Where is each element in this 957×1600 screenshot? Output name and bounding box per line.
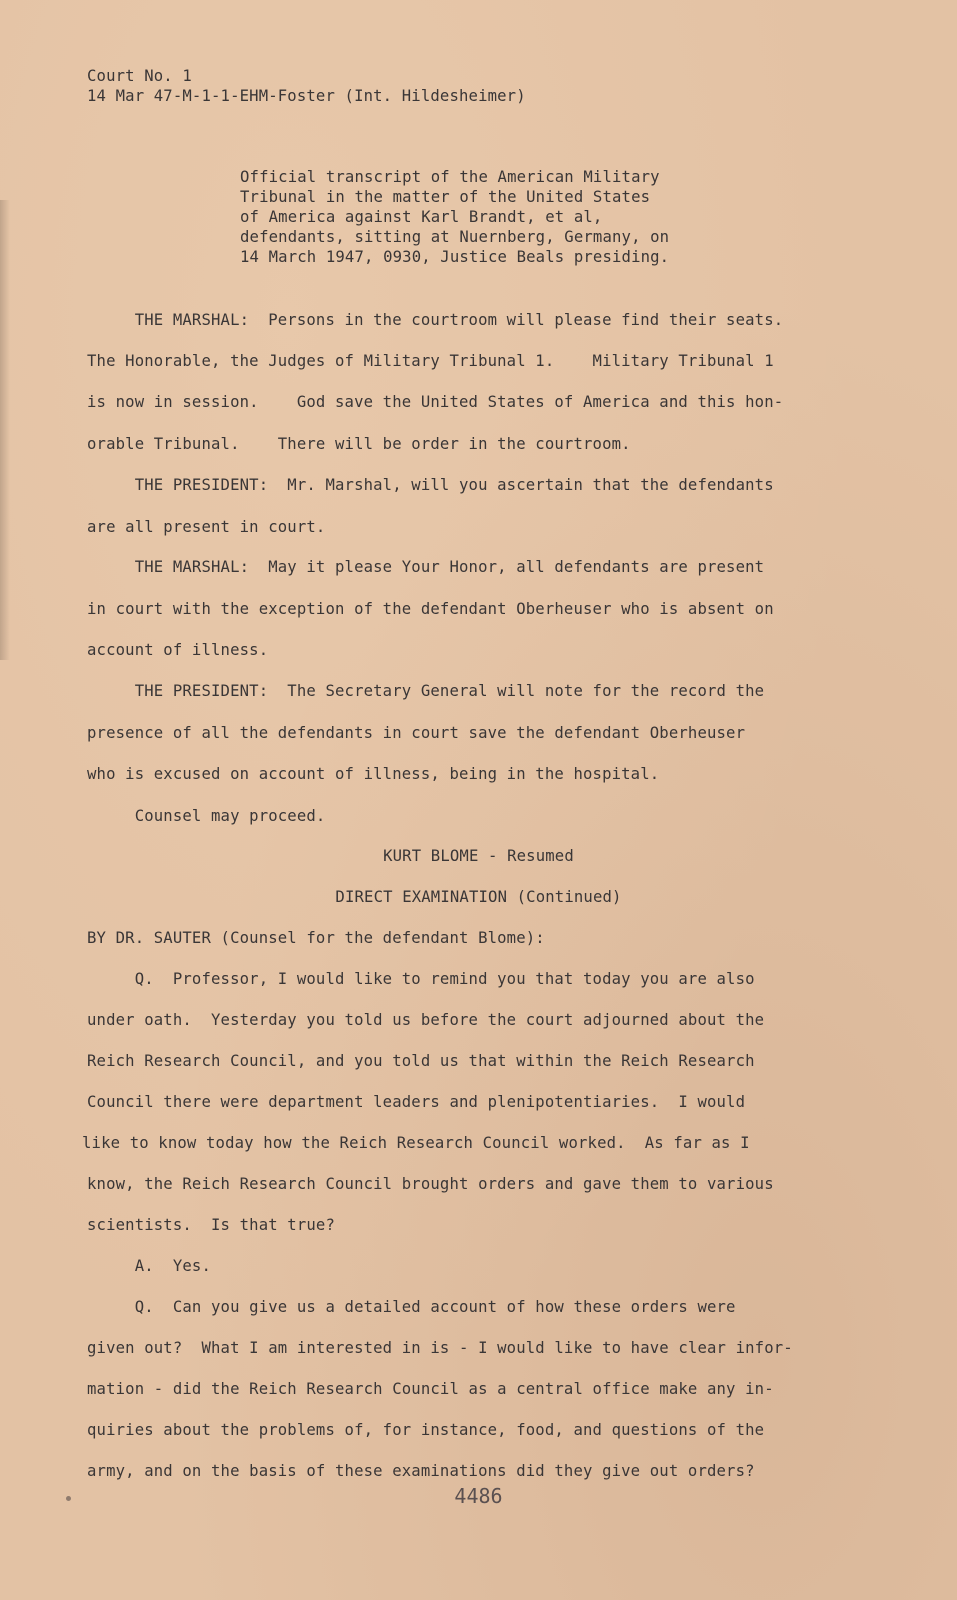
body-line: is now in session. God save the United States of America and this hon- — [87, 393, 784, 411]
body-line: in court with the exception of the defendant Oberheuser who is absent on — [87, 600, 774, 618]
qa-line: Q. Professor, I would like to remind you that today you are also — [87, 970, 755, 988]
caption-line: defendants, sitting at Nuernberg, Germany, on — [240, 228, 670, 246]
court-number: Court No. 1 — [87, 67, 192, 85]
counsel-line: BY DR. SAUTER (Counsel for the defendant Blome): — [87, 929, 545, 947]
qa-line: like to know today how the Reich Research Council worked. As far as I — [82, 1134, 750, 1152]
body-line: account of illness. — [87, 641, 269, 659]
witness-heading: KURT BLOME - Resumed — [383, 847, 574, 865]
qa-line: Q. Can you give us a detailed account of how these orders were — [87, 1298, 736, 1316]
body-line: are all present in court. — [87, 518, 326, 536]
caption-line: Official transcript of the American Military — [240, 168, 660, 186]
caption-line: of America against Karl Brandt, et al, — [240, 208, 603, 226]
qa-line: army, and on the basis of these examinations did they give out orders? — [87, 1462, 755, 1480]
body-line: Counsel may proceed. — [87, 807, 326, 825]
qa-line: scientists. Is that true? — [87, 1216, 335, 1234]
qa-line: quiries about the problems of, for instance, food, and questions of the — [87, 1421, 765, 1439]
body-line: who is excused on account of illness, being in the hospital. — [87, 765, 660, 783]
qa-line: Reich Research Council, and you told us that within the Reich Research — [87, 1052, 755, 1070]
page-number: 4486 — [454, 1484, 503, 1508]
qa-line: under oath. Yesterday you told us before the court adjourned about the — [87, 1011, 765, 1029]
session-code: 14 Mar 47-M-1-1-EHM-Foster (Int. Hildesheimer) — [87, 87, 526, 105]
body-line: The Honorable, the Judges of Military Tribunal 1. Military Tribunal 1 — [87, 352, 774, 370]
caption-line: 14 March 1947, 0930, Justice Beals presiding. — [240, 248, 670, 266]
qa-line: given out? What I am interested in is - I would like to have clear infor- — [87, 1339, 793, 1357]
body-line: presence of all the defendants in court save the defendant Oberheuser — [87, 724, 746, 742]
body-line: orable Tribunal. There will be order in the courtroom. — [87, 435, 631, 453]
body-line: THE MARSHAL: May it please Your Honor, all defendants are present — [87, 558, 765, 576]
body-line: THE PRESIDENT: Mr. Marshal, will you ascertain that the defendants — [87, 476, 774, 494]
qa-line: A. Yes. — [87, 1257, 211, 1275]
qa-line: mation - did the Reich Research Council as a central office make any in- — [87, 1380, 774, 1398]
torn-edge — [0, 200, 10, 660]
caption-line: Tribunal in the matter of the United States — [240, 188, 651, 206]
body-line: THE PRESIDENT: The Secretary General will note for the record the — [87, 682, 765, 700]
qa-line: Council there were department leaders and plenipotentiaries. I would — [87, 1093, 746, 1111]
body-line: THE MARSHAL: Persons in the courtroom will please find their seats. — [87, 311, 784, 329]
qa-line: know, the Reich Research Council brought orders and gave them to various — [87, 1175, 774, 1193]
examination-heading: DIRECT EXAMINATION (Continued) — [335, 888, 622, 906]
ink-smudge — [66, 1496, 71, 1501]
